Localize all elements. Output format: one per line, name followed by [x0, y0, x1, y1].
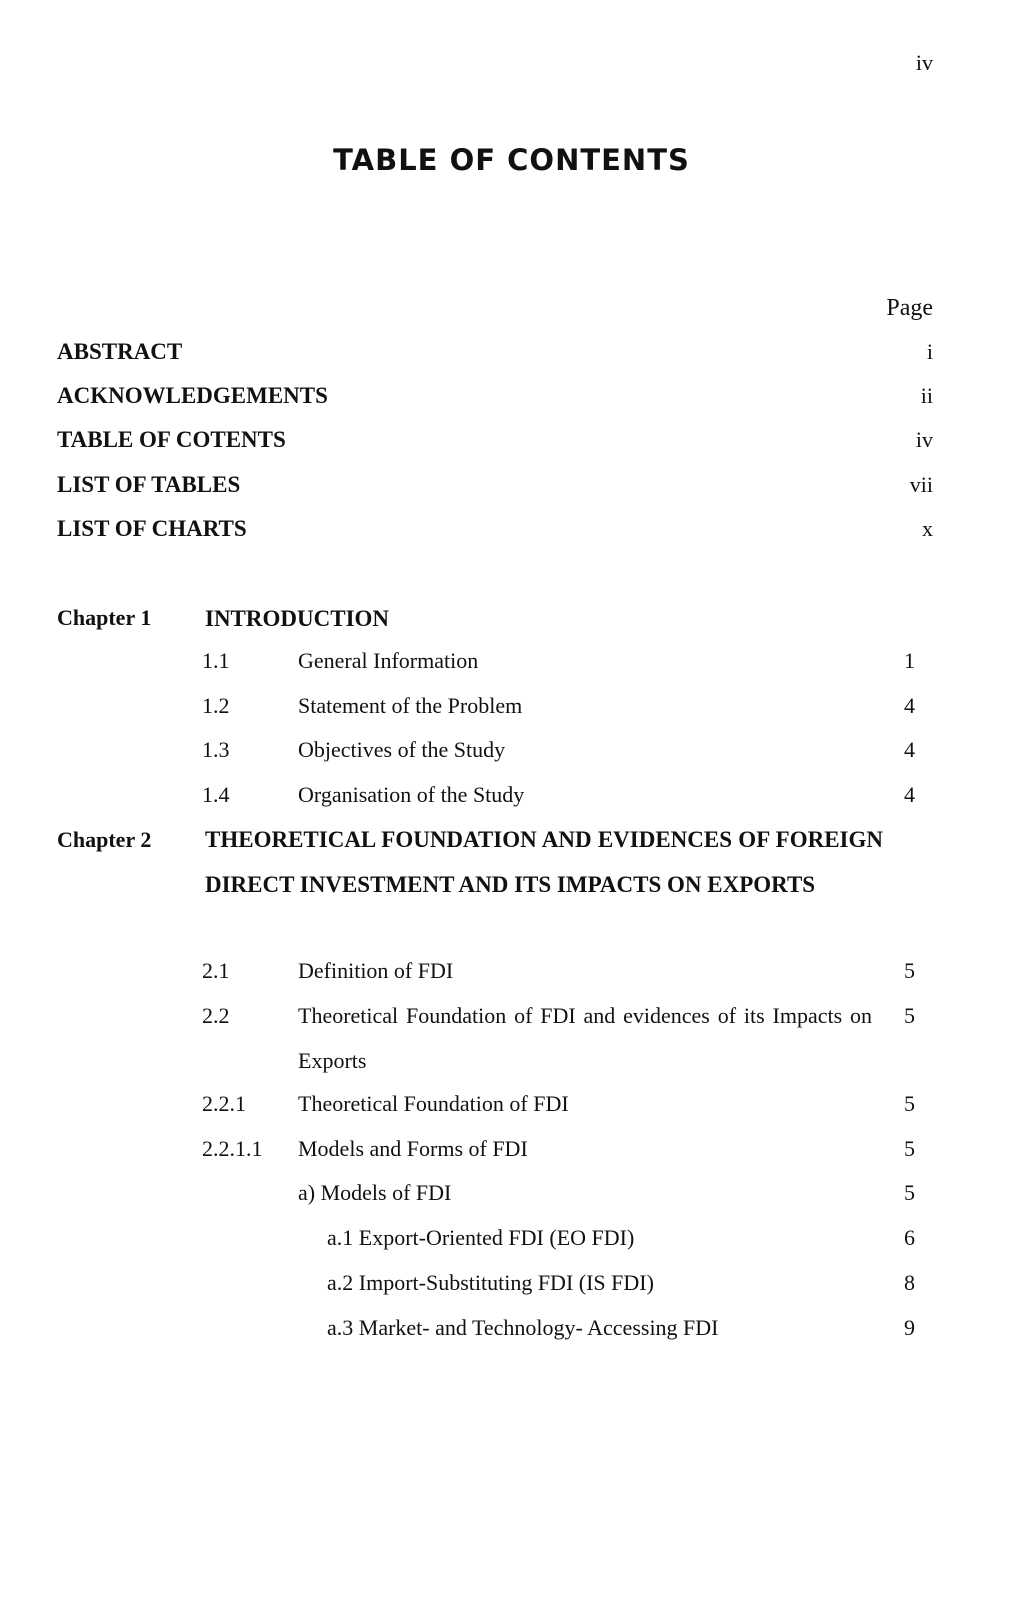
page-title: TABLE OF CONTENTS [333, 143, 690, 177]
toc-entry-list-of-tables[interactable] [57, 472, 933, 512]
toc-entry-label: TABLE OF COTENTS [57, 427, 286, 452]
section-number: 1.1 [202, 648, 230, 673]
section-number: 1.3 [202, 737, 230, 762]
toc-entry-page: ii [920, 383, 933, 408]
section-title[interactable]: General Information [298, 648, 479, 673]
toc-entry-page: i [926, 339, 933, 364]
toc-entry-label: LIST OF TABLES [57, 472, 241, 497]
page-column-header: Page [886, 295, 933, 321]
section-title[interactable]: Models and Forms of FDI [298, 1136, 528, 1161]
toc-entry-page: iv [915, 427, 933, 452]
chapter-label: Chapter 2 [57, 827, 152, 852]
section-page: 5 [904, 1180, 915, 1205]
section-page: 4 [904, 693, 915, 718]
section-number: 2.1 [202, 958, 230, 983]
toc-entry-table-of-contents[interactable] [57, 427, 933, 467]
section-page: 5 [904, 1003, 915, 1028]
section-title[interactable]: Theoretical Foundation of FDI and evidences of its Impacts on Exports [298, 1003, 872, 1073]
chapter-title[interactable]: THEORETICAL FOUNDATION AND EVIDENCES OF FOREIGN DIRECT INVESTMENT AND ITS IMPACTS ON EXPORTS [205, 827, 883, 897]
toc-entry-abstract[interactable] [57, 339, 933, 379]
subsection-title[interactable]: a) Models of FDI [298, 1180, 452, 1205]
section-page: 5 [904, 1136, 915, 1161]
toc-entry-label: ABSTRACT [57, 339, 183, 364]
section-page: 5 [904, 958, 915, 983]
section-number: 2.2.1.1 [202, 1136, 263, 1161]
subsection-title[interactable]: a.1 Export-Oriented FDI (EO FDI) [327, 1225, 635, 1250]
section-page: 4 [904, 782, 915, 807]
section-page: 8 [904, 1270, 915, 1295]
subsection-title[interactable]: a.2 Import-Substituting FDI (IS FDI) [327, 1270, 654, 1295]
section-title[interactable]: Objectives of the Study [298, 737, 506, 762]
section-title[interactable]: Definition of FDI [298, 958, 454, 983]
toc-entry-acknowledgements[interactable] [57, 383, 933, 423]
toc-entry-page: vii [909, 472, 933, 497]
section-page: 9 [904, 1315, 915, 1340]
chapter-label: Chapter 1 [57, 605, 152, 630]
toc-entry-list-of-charts[interactable] [57, 516, 933, 556]
section-page: 4 [904, 737, 915, 762]
section-page: 6 [904, 1225, 915, 1250]
section-number: 1.2 [202, 693, 230, 718]
section-title[interactable]: Statement of the Problem [298, 693, 523, 718]
toc-entry-page: x [922, 516, 933, 541]
section-page: 1 [904, 648, 915, 673]
toc-entry-label: LIST OF CHARTS [57, 516, 247, 541]
section-number: 2.2 [202, 1003, 230, 1028]
section-number: 2.2.1 [202, 1091, 246, 1116]
chapter-title[interactable]: INTRODUCTION [205, 606, 390, 631]
page-number: iv [915, 50, 933, 75]
section-title[interactable]: Theoretical Foundation of FDI [298, 1091, 569, 1116]
section-title[interactable]: Organisation of the Study [298, 782, 525, 807]
toc-entry-label: ACKNOWLEDGEMENTS [57, 383, 328, 408]
section-number: 1.4 [202, 782, 230, 807]
subsection-title[interactable]: a.3 Market- and Technology- Accessing FDI [327, 1315, 719, 1340]
section-page: 5 [904, 1091, 915, 1116]
